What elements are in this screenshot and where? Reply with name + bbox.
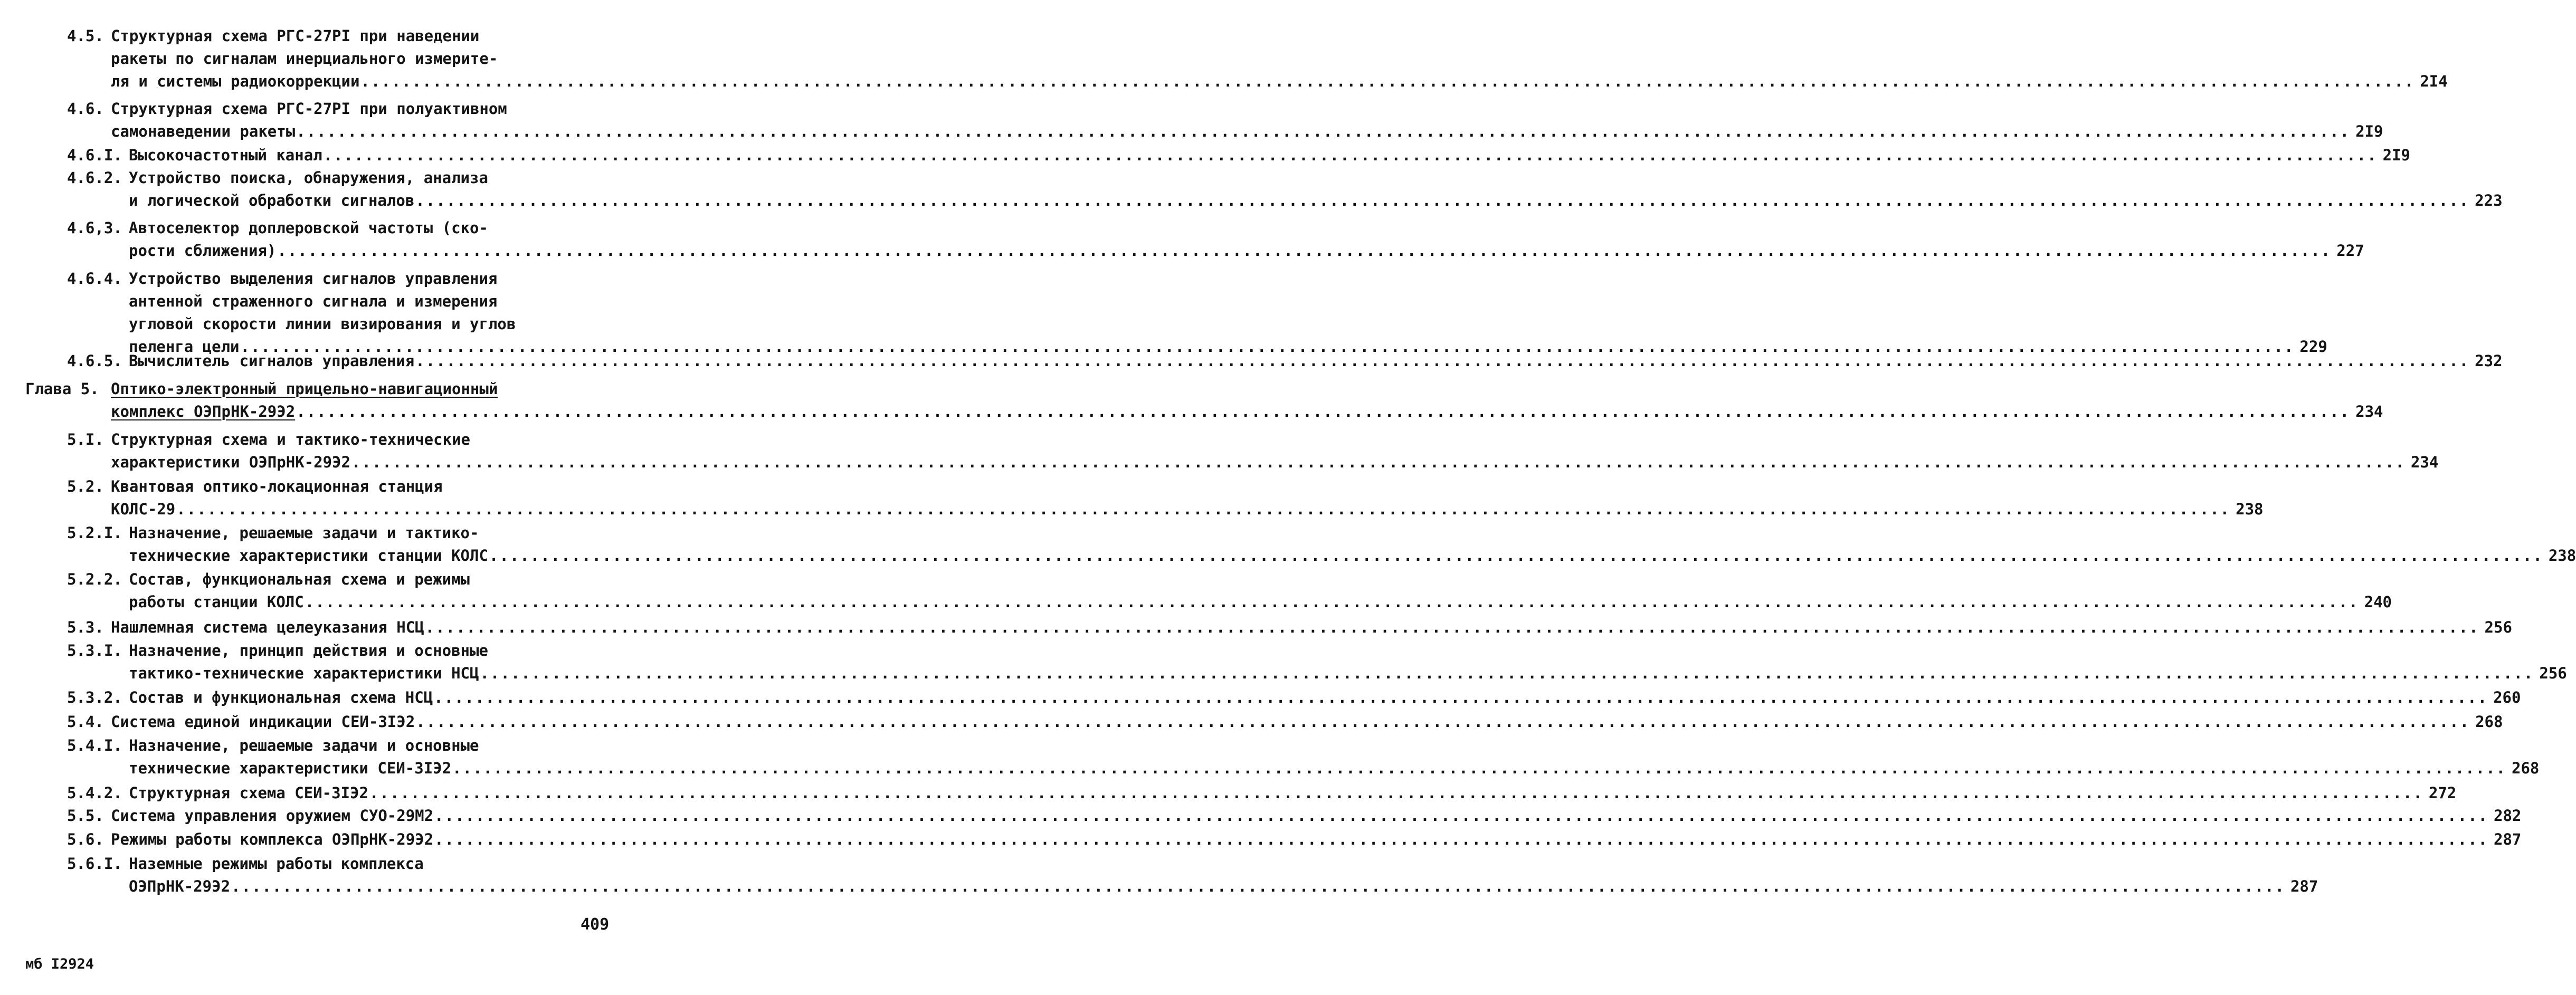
dot-leader: ........................................................................................................................................................................................................ (369, 784, 2423, 802)
toc-entry-title-line: ля и системы радиокоррекции (111, 72, 360, 90)
toc-entry-title-line: и логической обработки сигналов (129, 192, 415, 209)
toc-entry-number: 5.3.2. (67, 688, 122, 706)
toc-entry-title-line: Назначение, принцип действия и основные (129, 642, 488, 659)
dot-leader: ........................................................................................................................................................................................................ (480, 664, 2534, 682)
toc-entry-title-line: пеленга цели (129, 338, 240, 356)
toc-entry[interactable] (67, 350, 2503, 372)
toc-entry-number: 5.4. (67, 713, 104, 731)
dot-leader: ........................................................................................................................................................................................................ (415, 352, 2470, 370)
toc-entry[interactable] (67, 568, 2392, 614)
toc-entry-title-line: ОЭПрНК-29Э2 (129, 877, 231, 895)
toc-entry[interactable] (67, 144, 2410, 167)
toc-entry[interactable] (67, 25, 2448, 93)
print-code: мб I2924 (25, 956, 94, 972)
toc-entry-number: 5.3. (67, 618, 104, 636)
toc-entry-page: 229 (2299, 338, 2327, 356)
toc-entry-title-line: характеристики ОЭПрНК-29Э2 (111, 453, 350, 471)
dot-leader: ........................................................................................................................................................................................................ (231, 877, 2285, 895)
toc-entry-title-line: Вычислитель сигналов управления (129, 352, 415, 370)
dot-leader: ........................................................................................................................................................................................................ (360, 72, 2415, 90)
toc-entry-number: 4.6,3. (67, 219, 122, 237)
toc-entry-page: 268 (2512, 759, 2540, 777)
dot-leader: ........................................................................................................................................................................................................ (434, 688, 2488, 706)
toc-entry-page: 260 (2493, 688, 2521, 706)
toc-entry[interactable] (67, 217, 2364, 262)
toc-entry-page: 287 (2494, 830, 2522, 848)
toc-entry[interactable] (67, 167, 2503, 212)
toc-entry-number: 4.6.2. (67, 169, 122, 187)
toc-entry-title-line: Структурная схема РГС-27РI при наведении (111, 27, 480, 45)
toc-entry-number: 5.I. (67, 430, 104, 448)
toc-entry-page: 2I4 (2420, 72, 2448, 90)
toc-entry-title-line: Оптико-электронный прицельно-навигационный (111, 380, 498, 398)
toc-entry-page: 227 (2336, 242, 2364, 260)
toc-entry-title-line: антенной страженного сигнала и измерения (129, 292, 498, 310)
toc-entry-title-line: комплекс ОЭПрНК-29Э2 (111, 403, 296, 420)
toc-entry-number: 5.5. (67, 807, 104, 825)
toc-entry-page: 223 (2475, 192, 2503, 209)
toc-entry-title-line: Квантовая оптико-локационная станция (111, 477, 443, 495)
toc-entry-number: 4.6. (67, 100, 104, 118)
toc-entry-title-line: Структурная схема и тактико-технические (111, 430, 470, 448)
toc-entry[interactable] (67, 639, 2567, 685)
toc-entry[interactable] (67, 734, 2540, 780)
toc-entry-title-line: рости сближения) (129, 242, 277, 260)
toc-entry[interactable] (67, 782, 2457, 805)
toc-entry-page: 234 (2410, 453, 2439, 471)
toc-entry-number: 4.6.5. (67, 352, 122, 370)
toc-entry-page: 234 (2355, 403, 2383, 420)
toc-entry-title-line: Назначение, решаемые задачи и основные (129, 736, 479, 754)
toc-entry-title-line: Устройство выделения сигналов управления (129, 270, 498, 288)
toc-entry-page: 268 (2475, 713, 2503, 731)
toc-entry-title-line: Состав, функциональная схема и режимы (129, 570, 470, 588)
toc-entry-title-line: Система управления оружием СУО-29М2 (111, 807, 434, 825)
toc-entry-number: 5.6.I. (67, 855, 122, 873)
toc-entry-number: 4.5. (67, 27, 104, 45)
toc-entry-page: 232 (2475, 352, 2503, 370)
toc-entry-title-line: Нашлемная система целеуказания НСЦ (111, 618, 424, 636)
dot-leader: ........................................................................................................................................................................................................ (176, 500, 2231, 518)
toc-entry-page: 256 (2539, 664, 2567, 682)
toc-entry-title-line: технические характеристики СЕИ-3IЭ2 (129, 759, 452, 777)
toc-entry-title-line: КОЛС-29 (111, 500, 176, 518)
toc-entry-number: 5.2. (67, 477, 104, 495)
dot-leader: ........................................................................................................................................................................................................ (305, 593, 2359, 611)
toc-entry-number: 5.3.I. (67, 642, 122, 659)
toc-entry-number: 5.6. (67, 830, 104, 848)
page-number: 409 (581, 915, 610, 934)
toc-entry-page: 2I9 (2382, 146, 2410, 164)
toc-entry-title-line: Состав и функциональная схема НСЦ (129, 688, 433, 706)
toc-entry[interactable] (25, 378, 2383, 423)
toc-entry-title-line: технические характеристики станции КОЛС (129, 547, 488, 565)
toc-entry-title-line: Назначение, решаемые задачи и тактико- (129, 524, 479, 542)
toc-entry-page: 287 (2290, 877, 2318, 895)
dot-leader: ........................................................................................................................................................................................................ (296, 122, 2351, 140)
toc-entry-number: 5.4.I. (67, 736, 122, 754)
toc-entry[interactable] (67, 828, 2522, 851)
toc-entry-title-line: ракеты по сигналам инерциального измерите- (111, 50, 498, 68)
toc-entry[interactable] (67, 616, 2512, 639)
dot-leader: ........................................................................................................................................................................................................ (425, 618, 2479, 636)
dot-leader: ........................................................................................................................................................................................................ (434, 807, 2488, 825)
toc-entry[interactable] (67, 805, 2522, 827)
toc-entry[interactable] (67, 522, 2576, 567)
toc-entry[interactable] (67, 428, 2439, 474)
toc-entry-page: 256 (2484, 618, 2512, 636)
toc-entry[interactable] (67, 98, 2383, 143)
toc-entry-page: 238 (2548, 547, 2576, 565)
toc-entry-title-line: самонаведении ракеты (111, 122, 296, 140)
toc-entry-number: 4.6.4. (67, 270, 122, 288)
dot-leader: ........................................................................................................................................................................................................ (296, 403, 2351, 420)
dot-leader: ........................................................................................................................................................................................................ (240, 338, 2295, 356)
toc-entry-page: 272 (2428, 784, 2457, 802)
toc-entry-number: Глава 5. (25, 380, 99, 398)
toc-entry[interactable] (67, 686, 2521, 709)
toc-entry[interactable] (67, 711, 2503, 733)
dot-leader: ........................................................................................................................................................................................................ (415, 192, 2470, 209)
toc-entry[interactable] (67, 475, 2264, 521)
toc-entry-title-line: работы станции КОЛС (129, 593, 304, 611)
dot-leader: ........................................................................................................................................................................................................ (489, 547, 2543, 565)
toc-entry[interactable] (67, 267, 2327, 358)
toc-entry[interactable] (67, 853, 2318, 898)
toc-entry-title-line: угловой скорости линии визирования и углов (129, 315, 516, 333)
toc-entry-title-line: Автоселектор доплеровской частоты (ско- (129, 219, 488, 237)
dot-leader: ........................................................................................................................................................................................................ (452, 759, 2506, 777)
dot-leader: ........................................................................................................................................................................................................ (277, 242, 2332, 260)
toc-entry-title-line: тактико-технические характеристики НСЦ (129, 664, 479, 682)
toc-entry-number: 5.2.I. (67, 524, 122, 542)
dot-leader: ........................................................................................................................................................................................................ (416, 713, 2470, 731)
toc-entry-number: 5.2.2. (67, 570, 122, 588)
dot-leader: ........................................................................................................................................................................................................ (351, 453, 2406, 471)
toc-entry-number: 5.4.2. (67, 784, 122, 802)
toc-entry-title-line: Структурная схема РГС-27РI при полуактивном (111, 100, 507, 118)
toc-entry-number: 4.6.I. (67, 146, 122, 164)
toc-entry-page: 282 (2494, 807, 2522, 825)
toc-entry-title-line: Структурная схема СЕИ-3IЭ2 (129, 784, 368, 802)
dot-leader: ........................................................................................................................................................................................................ (434, 830, 2488, 848)
toc-entry-title-line: Система единой индикации СЕИ-3IЭ2 (111, 713, 415, 731)
toc-entry-page: 238 (2236, 500, 2264, 518)
toc-entry-title-line: Высокочастотный канал (129, 146, 322, 164)
dot-leader: ........................................................................................................................................................................................................ (323, 146, 2378, 164)
toc-entry-page: 240 (2364, 593, 2392, 611)
toc-entry-title-line: Устройство поиска, обнаружения, анализа (129, 169, 488, 187)
toc-entry-title-line: Наземные режимы работы комплекса (129, 855, 424, 873)
toc-entry-title-line: Режимы работы комплекса ОЭПрНК-29Э2 (111, 830, 434, 848)
toc-entry-page: 2I9 (2355, 122, 2383, 140)
